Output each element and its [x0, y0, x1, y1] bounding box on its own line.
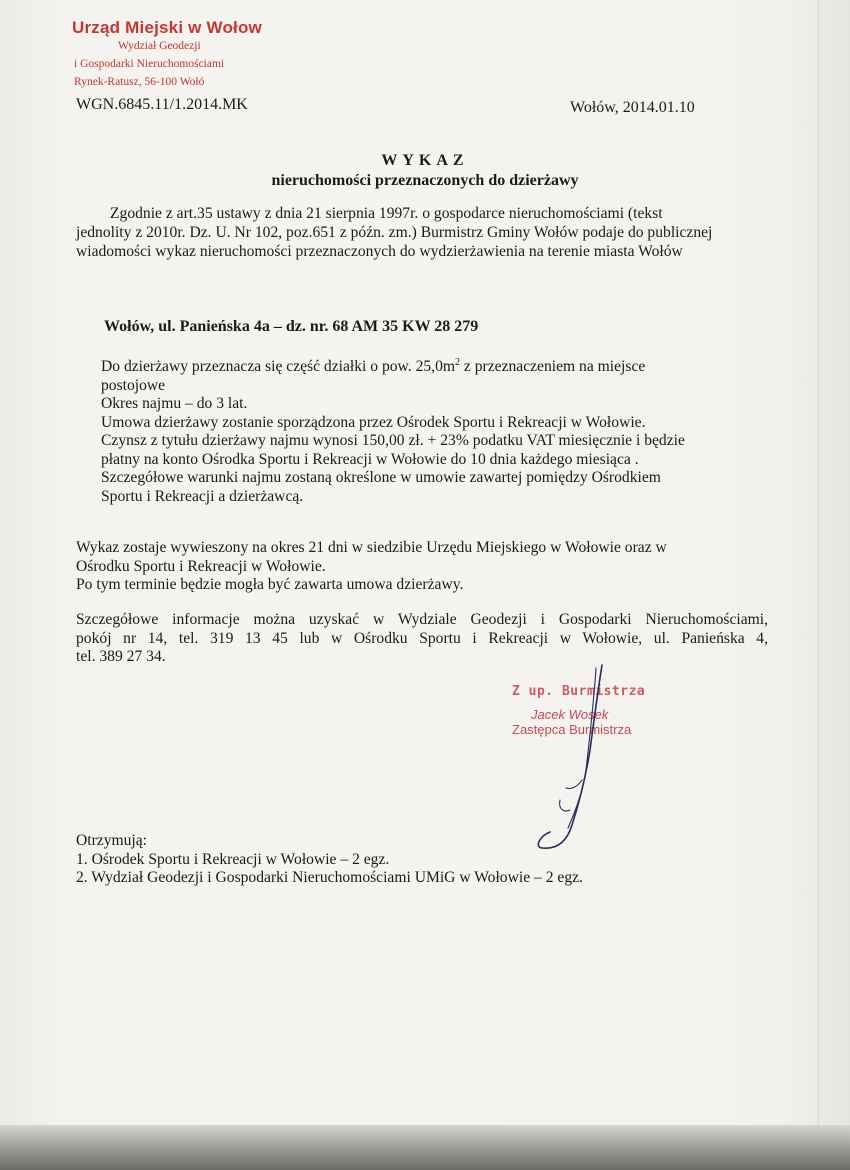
reference-number: WGN.6845.11/1.2014.MK [76, 96, 248, 113]
area-unit-superscript: 2 [455, 357, 461, 368]
rent-line-1: Czynsz z tytułu dzierżawy najmu wynosi 150,00 zł. + 23% podatku VAT miesięcznie i będzie [101, 432, 685, 450]
area-line [101, 354, 721, 377]
intro-line-3: wiadomości wykaz nieruchomości przeznaczonych do wydzierżawienia na terenie miasta Wołów [76, 243, 683, 260]
area-text: Do dzierżawy przeznacza się część działki o pow. 25,0m [101, 358, 456, 376]
intro-line-1: Zgodnie z art.35 ustawy z dnia 21 sierpnia 1997r. o gospodarce nieruchomościami (tekst [110, 205, 663, 222]
posting-paragraph [76, 539, 776, 595]
details-line-2: Sportu i Rekreacji a dzierżawcą. [101, 487, 304, 505]
posting-line-2: Ośrodku Sportu i Rekreacji w Wołowie. [76, 557, 326, 575]
posting-line-1: Wykaz zostaje wywieszony na okres 21 dni w siedzibie Urzędu Miejskiego w Wołowie oraz w [76, 539, 667, 556]
recipients-label: Otrzymują: [76, 832, 148, 849]
info-line-3: tel. 389 27 34. [76, 648, 166, 665]
recipient-item: 2. Wydział Geodezji i Gospodarki Nieruchomościami UMiG w Wołowie – 2 egz. [76, 869, 583, 886]
property-heading: Wołów, ul. Panieńska 4a – dz. nr. 68 AM 35 KW 28 279 [104, 318, 479, 335]
handwritten-signature [520, 660, 630, 860]
signature-stamp-authority: Z up. Burmistrza [512, 684, 646, 699]
document-title: WYKAZ [381, 152, 469, 169]
scanner-bottom-edge [0, 1125, 850, 1170]
info-line-1: Szczegółowe informacje można uzyskać w Wydziale Geodezji i Gospodarki Nieruchomościami, [76, 611, 768, 628]
place-date: Wołów, 2014.01.10 [570, 99, 695, 116]
rent-line-2: płatny na konto Ośrodka Sportu i Rekreacji w Wołowie do 10 dnia każdego miesiąca . [101, 450, 639, 468]
agreement-line: Umowa dzierżawy zostanie sporządzona przez Ośrodek Sportu i Rekreacji w Wołowie. [101, 413, 646, 431]
info-line-2: pokój nr 14, tel. 319 13 45 lub w Ośrodku Sportu i Rekreacji w Wołowie, ul. Panieńska 4, [76, 629, 768, 647]
stamp-department-2: i Gospodarki Nieruchomościami [74, 58, 225, 70]
area-purpose: z przeznaczeniem na miejsce [460, 358, 646, 376]
stamp-department: Wydział Geodezji [118, 40, 201, 52]
posting-line-3: Po tym terminie będzie mogła być zawarta umowa dzierżawy. [76, 576, 464, 593]
signature-stamp-name: Jacek Wosek [531, 707, 609, 722]
intro-paragraph [76, 204, 766, 261]
signature-stamp-role: Zastępca Burmistrza [512, 722, 632, 737]
document-subtitle: nieruchomości przeznaczonych do dzierżawy [271, 172, 579, 189]
info-paragraph [76, 611, 768, 667]
stamp-address: Rynek-Ratusz, 56-100 Wołó [74, 76, 205, 88]
intro-line-2: jednolity z 2010r. Dz. U. Nr 102, poz.651 z późn. zm.) Burmistrz Gminy Wołów podaje do publicznej [76, 224, 713, 241]
property-details [101, 354, 721, 506]
recipient-item: 1. Ośrodek Sportu i Rekreacji w Wołowie – 2 egz. [76, 850, 390, 868]
stamp-title: Urząd Miejski w Wołow [72, 18, 262, 37]
area-line-2: postojowe [101, 376, 166, 394]
details-line-1: Szczegółowe warunki najmu zostaną określone w umowie zawartej pomiędzy Ośrodkiem [101, 469, 661, 487]
lease-term: Okres najmu – do 3 lat. [101, 395, 248, 413]
recipients-section [76, 832, 583, 888]
